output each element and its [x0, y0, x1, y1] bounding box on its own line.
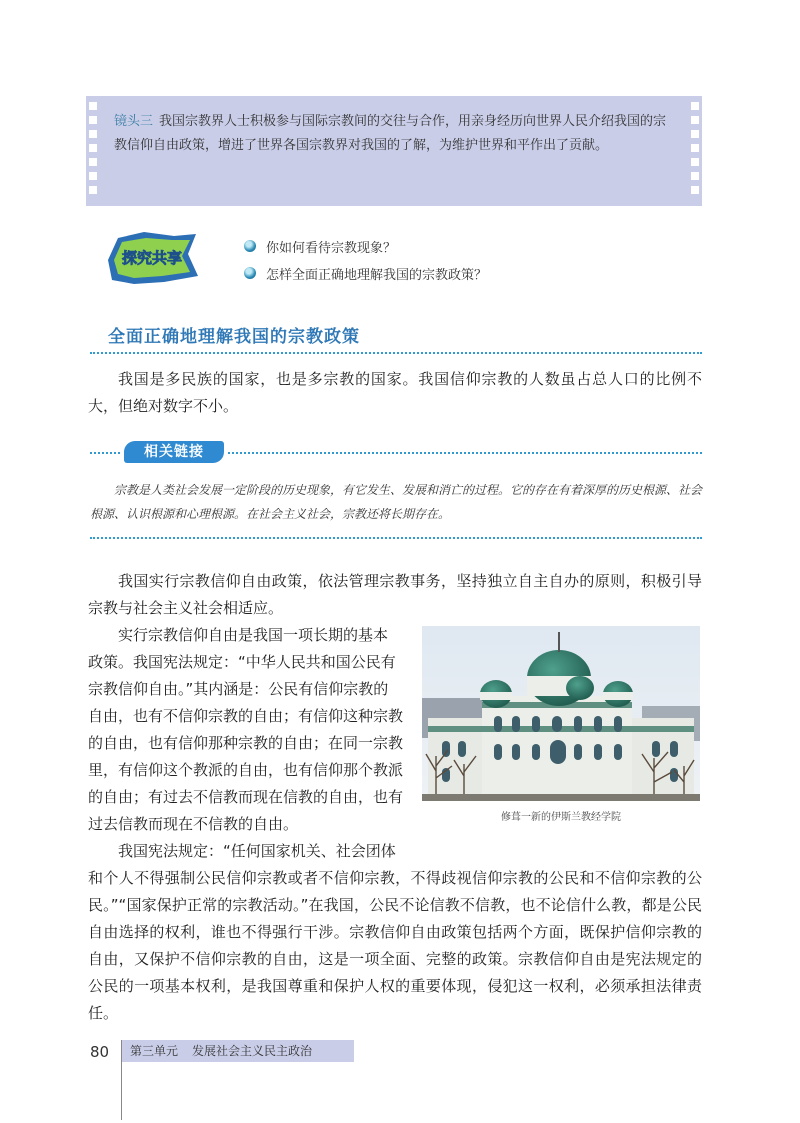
film-hole [691, 144, 699, 152]
constitution-first-line: 我国宪法规定：“任何国家机关、社会团体 [118, 842, 396, 860]
bullet-icon [244, 267, 256, 279]
intro-paragraph: 我国是多民族的国家，也是多宗教的国家。我国信仰宗教的人数虽占总人口的比例不大，但绝对数字不小。 [88, 370, 702, 415]
freedom-line: 自由，也有不信仰宗教的自由；有信仰这种宗教 [88, 707, 404, 725]
photo-caption: 修葺一新的伊斯兰教经学院 [501, 812, 621, 823]
film-lead: 镜头三 [114, 114, 154, 129]
divider-dotted [228, 452, 702, 454]
question-text: 你如何看待宗教现象？ [266, 240, 397, 256]
question-item [244, 261, 487, 285]
footer-unit-bar [122, 1040, 354, 1062]
film-hole [89, 186, 97, 194]
related-link-label: 相关链接 [124, 441, 224, 463]
film-hole [89, 130, 97, 138]
freedom-paragraph [88, 622, 408, 838]
freedom-line: 宗教信仰自由。”其内涵是：公民有信仰宗教的 [88, 680, 389, 698]
film-hole [89, 172, 97, 180]
film-hole [89, 116, 97, 124]
film-text [114, 110, 672, 158]
explore-badge-text: 探究共享 [121, 249, 183, 267]
film-hole [691, 102, 699, 110]
film-body: 我国宗教界人士积极参与国际宗教间的交往与合作，用亲身经历向世界人民介绍我国的宗教信仰自由政策，增进了世界各国宗教界对我国的了解，为维护世界和平作出了贡献。 [114, 114, 667, 153]
footer-unit: 第三单元 [130, 1044, 179, 1058]
film-hole [89, 102, 97, 110]
footer-unit-title: 发展社会主义民主政治 [192, 1044, 313, 1058]
freedom-line: 的自由，也有信仰那种宗教的自由；在同一宗教 [88, 734, 404, 752]
page-number: 80 [90, 1043, 110, 1061]
film-strip-box [86, 96, 702, 206]
film-hole [691, 116, 699, 124]
question-list [244, 234, 487, 288]
film-hole [691, 130, 699, 138]
divider-dotted [90, 352, 702, 354]
section-title: 全面正确地理解我国的宗教政策 [108, 327, 360, 347]
explore-badge-icon [104, 230, 200, 286]
film-hole [89, 158, 97, 166]
related-link-text: 宗教是人类社会发展一定阶段的历史现象，有它发生、发展和消亡的过程。它的存在有着深厚的历史根源、社会根源、认识根源和心理根源。在社会主义社会，宗教还将长期存在。 [90, 483, 703, 521]
freedom-line: 的自由；有过去不信教而现在信教的自由，也有 [88, 788, 404, 806]
constitution-paragraph: 和个人不得强制公民信仰宗教或者不信仰宗教，不得歧视信仰宗教的公民和不信仰宗教的公民。”“国家保护正常的宗教活动。”在我国，公民不论信教不信教，也不论信什么教，都是公民自由选择的权利，谁也不得强行干涉。宗教信仰自由政策包括两个方面，既保护信仰宗教的自由，又保护不信仰宗教的自由，这是一项全面、完整的政策。宗教信仰自由是宪法规定的公民的一项基本权利，是我国尊重和保护人权的重要体现，侵犯这一权利，必须承担法律责任。 [88, 869, 702, 1022]
bullet-icon [244, 240, 256, 252]
film-hole [89, 144, 97, 152]
film-hole [691, 158, 699, 166]
film-hole [691, 172, 699, 180]
freedom-line: 实行宗教信仰自由是我国一项长期的基本 [118, 626, 389, 644]
freedom-line: 政策。我国宪法规定：“中华人民共和国公民有 [88, 653, 396, 671]
mosque-image [422, 626, 700, 801]
divider-dotted [90, 537, 702, 539]
question-item [244, 234, 487, 258]
film-rail-left [86, 96, 100, 206]
divider-dotted [90, 452, 120, 454]
mosque-photo [422, 626, 700, 801]
film-rail-right [688, 96, 702, 206]
freedom-line: 里，有信仰这个教派的自由，也有信仰那个教派 [88, 761, 404, 779]
question-text: 怎样全面正确地理解我国的宗教政策？ [266, 267, 488, 283]
policy-paragraph: 我国实行宗教信仰自由政策，依法管理宗教事务，坚持独立自主自办的原则，积极引导宗教与社会主义社会相适应。 [88, 572, 702, 617]
freedom-line: 过去信教而现在不信教的自由。 [88, 815, 299, 833]
film-hole [691, 186, 699, 194]
